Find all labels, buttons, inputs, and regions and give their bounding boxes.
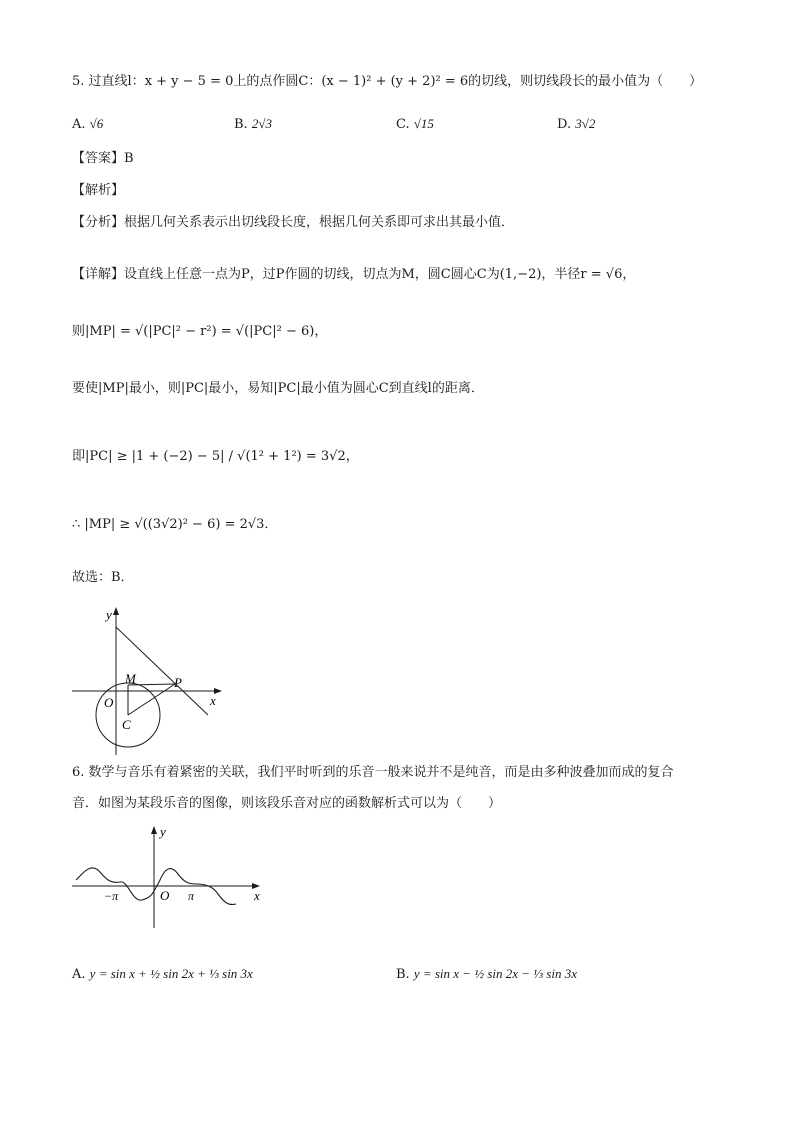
q5-conclusion: 故选：B． [72,570,134,585]
q5-option-d [557,116,595,132]
q6-stem-line1: 6. 数学与音乐有着紧密的关联，我们平时听到的乐音一般来说并不是纯音，而是由多种波叠加而成的复合 [72,765,674,780]
q6-figure [68,822,268,932]
q6-stem-line2: 音．如图为某段乐音的图像，则该段乐音对应的函数解析式可以为（ ） [72,796,502,811]
fig6-o-label: O [160,888,170,903]
q5-analysis: 【分析】根据几何关系表示出切线段长度，根据几何关系即可求出其最小值． [72,215,515,230]
fig6-neg-pi-label: −π [104,889,119,903]
q5-option-c-letter: C. [396,117,410,132]
q5-option-d-value: 3√2 [575,116,596,131]
q5-step3: 即|PC| ≥ |1 + (−2) − 5| / √(1² + 1²) = 3√2， [72,449,359,464]
q5-option-d-letter: D. [557,117,572,132]
q5-stem: 5. 过直线l：x + y − 5 = 0上的点作圆C：(x − 1)² + (y + 2)² = 6的切线，则切线段长的最小值为（ ） [72,74,703,89]
q5-option-b-letter: B. [234,117,248,132]
q5-option-a-value: √6 [89,116,104,131]
fig5-x-label: x [210,693,216,708]
q6-option-b-letter: B. [396,967,410,982]
y-arrow-icon [151,826,157,834]
q5-option-c-value: √15 [413,116,434,131]
q6-option-b-value: y = sin x − ½ sin 2x − ⅓ sin 3x [413,966,577,981]
q5-option-c [396,116,434,132]
q5-detail: 【详解】设直线上任意一点为P，过P作圆的切线，切点为M，圆C圆心C为(1,−2)，半径r = √6， [72,267,636,282]
q5-option-a-letter: A. [72,117,86,132]
q6-option-a-letter: A. [72,967,86,982]
fig5-c-label: C [122,717,131,732]
q5-step2: 要使|MP|最小，则|PC|最小，易知|PC|最小值为圆心C到直线l的距离． [72,381,484,396]
q5-option-a [72,116,103,132]
y-arrow-icon [113,607,119,615]
fig5-m-label: M [125,671,136,686]
fig5-y-label: y [106,607,112,622]
segment-pc [128,684,175,715]
q6-option-b [396,966,577,982]
q5-step1: 则|MP| = √(|PC|² − r²) = √(|PC|² − 6)， [72,324,328,339]
q5-option-b [234,116,272,132]
q6-option-a-value: y = sin x + ½ sin 2x + ⅓ sin 3x [89,966,253,981]
fig6-y-label: y [160,824,166,839]
fig6-x-label: x [254,888,260,903]
q5-answer: 【答案】B [72,151,134,166]
fig5-o-label: O [104,695,114,710]
q5-option-b-value: 2√3 [251,116,272,131]
q5-figure [68,605,228,765]
q5-step4: ∴ |MP| ≥ √((3√2)² − 6) = 2√3． [72,517,278,532]
q5-analysis-label: 【解析】 [72,183,125,198]
fig5-p-label: P [174,675,182,690]
fig6-pi-label: π [188,889,195,903]
q6-option-a [72,966,253,982]
